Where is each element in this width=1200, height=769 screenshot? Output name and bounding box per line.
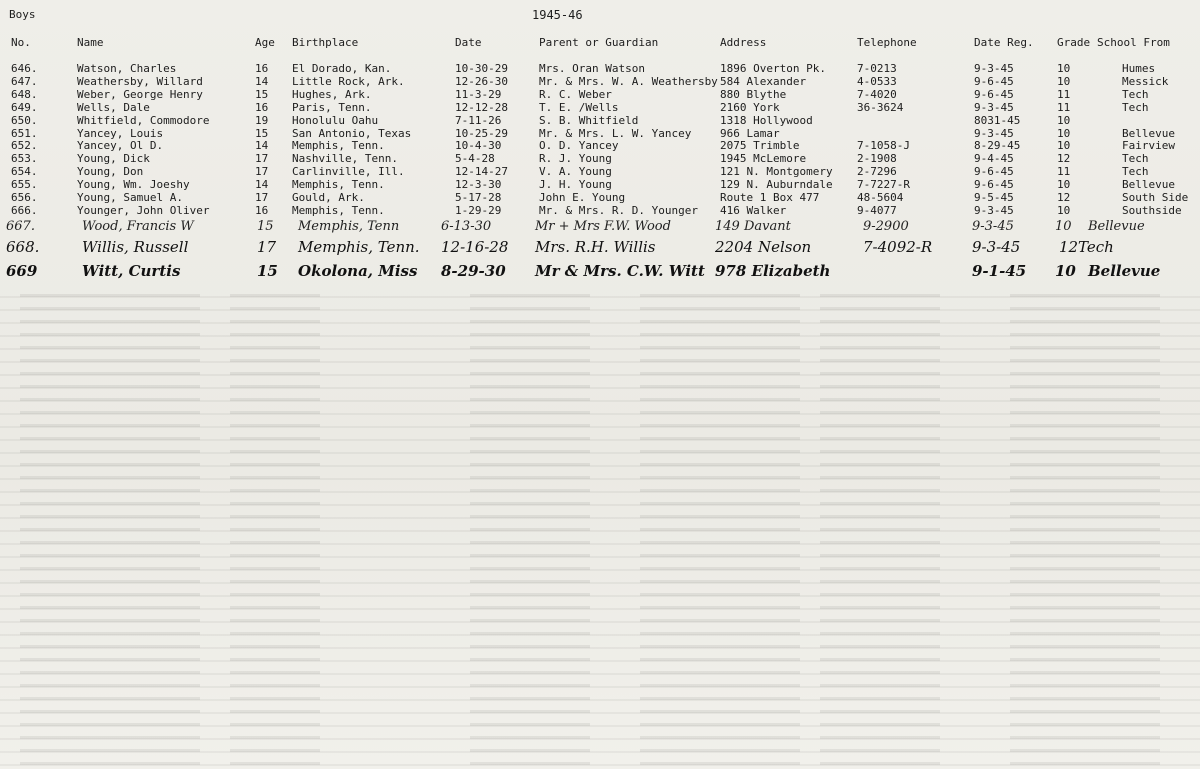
- cell-age: 14: [255, 178, 269, 192]
- cell-telephone: 9-2900: [863, 219, 909, 234]
- cell-grade: 11: [1057, 100, 1071, 114]
- cell-grade: 12: [1057, 152, 1071, 166]
- table-row: [0, 152, 1200, 165]
- cell-birthplace: Carlinville, Ill.: [292, 165, 405, 179]
- cell-birthplace: Okolona, Miss: [298, 262, 418, 280]
- cell-parent: Mr + Mrs F.W. Wood: [535, 219, 671, 234]
- handwritten-row: [0, 262, 1200, 282]
- cell-name: Wood, Francis W: [82, 219, 194, 234]
- cell-parent: Mrs. Oran Watson: [539, 62, 645, 75]
- cell-date: 8-29-30: [441, 262, 506, 280]
- cell-name: Weathersby, Willard: [77, 74, 203, 88]
- cell-address: 149 Davant: [715, 219, 791, 234]
- section-label: Boys: [9, 8, 36, 21]
- cell-school: Bellevue: [1088, 219, 1145, 234]
- col-header-grade: Grade: [1057, 36, 1091, 49]
- cell-address: Route 1 Box 477: [720, 191, 820, 204]
- cell-no: 647.: [11, 74, 38, 88]
- cell-name: Willis, Russell: [82, 238, 189, 256]
- cell-birthplace: Memphis, Tenn.: [292, 203, 385, 217]
- cell-birthplace: Memphis, Tenn.: [298, 238, 420, 256]
- cell-no: 654.: [11, 165, 38, 179]
- cell-name: Whitfield, Commodore: [77, 113, 210, 127]
- table-row: [0, 62, 1200, 75]
- col-header-date: Date: [455, 36, 482, 49]
- cell-grade: 10: [1057, 113, 1071, 127]
- cell-age: 16: [255, 62, 269, 75]
- cell-date-reg: 9-6-45: [974, 165, 1014, 179]
- cell-name: Young, Samuel A.: [77, 191, 183, 204]
- cell-grade: 10: [1057, 139, 1071, 153]
- cell-date-reg: 9-3-45: [974, 62, 1014, 75]
- cell-no: 655.: [11, 178, 38, 192]
- cell-school: Tech: [1122, 100, 1149, 114]
- cell-address: 121 N. Montgomery: [720, 165, 833, 179]
- cell-school: Bellevue: [1122, 126, 1175, 140]
- cell-telephone: 48-5604: [857, 191, 904, 204]
- cell-telephone: 7-1058-J: [857, 139, 910, 153]
- cell-telephone: 7-7227-R: [857, 178, 910, 192]
- cell-date-reg: 9-3-45: [972, 238, 1021, 256]
- cell-date: 11-3-29: [455, 87, 502, 101]
- cell-name: Watson, Charles: [77, 62, 177, 75]
- cell-telephone: 4-0533: [857, 74, 897, 88]
- col-header-parent: Parent or Guardian: [539, 36, 659, 49]
- cell-birthplace: Honolulu Oahu: [292, 113, 379, 127]
- col-header-telephone: Telephone: [857, 36, 917, 49]
- col-header-date-reg: Date Reg.: [974, 36, 1034, 49]
- bleed-through-column: [640, 285, 800, 769]
- cell-no: 648.: [11, 87, 38, 101]
- cell-address: 416 Walker: [720, 203, 787, 217]
- cell-no: 651.: [11, 126, 38, 140]
- cell-grade: 10: [1057, 126, 1071, 140]
- bleed-through-column: [820, 285, 940, 769]
- cell-age: 14: [255, 74, 269, 88]
- cell-date: 5-4-28: [455, 152, 495, 166]
- table-row: [0, 75, 1200, 88]
- cell-name: Witt, Curtis: [82, 262, 181, 280]
- cell-date: 12-3-30: [455, 178, 502, 192]
- cell-parent: V. A. Young: [539, 165, 612, 179]
- cell-address: 584 Alexander: [720, 74, 807, 88]
- cell-no: 649.: [11, 100, 38, 114]
- col-header-address: Address: [720, 36, 767, 49]
- table-row: [0, 114, 1200, 127]
- cell-school: Tech: [1122, 87, 1149, 101]
- table-row: [0, 101, 1200, 114]
- cell-age: 15: [255, 126, 269, 140]
- col-header-name: Name: [77, 36, 104, 49]
- cell-name: Wells, Dale: [77, 100, 150, 114]
- cell-no: 666.: [11, 203, 38, 217]
- cell-parent: Mr & Mrs. C.W. Witt: [535, 262, 705, 280]
- cell-name: Young, Don: [77, 165, 144, 179]
- cell-date-reg: 9-3-45: [974, 100, 1014, 114]
- cell-address: 1896 Overton Pk.: [720, 62, 826, 75]
- bleed-through-column: [230, 285, 320, 769]
- cell-date: 10-30-29: [455, 62, 508, 75]
- col-header-age: Age: [255, 36, 275, 49]
- cell-date-reg: 8-29-45: [974, 139, 1021, 153]
- cell-date-reg: 9-3-45: [974, 203, 1014, 217]
- cell-age: 17: [257, 238, 277, 256]
- cell-date-reg: 9-6-45: [974, 178, 1014, 192]
- cell-name: Weber, George Henry: [77, 87, 203, 101]
- col-header-birthplace: Birthplace: [292, 36, 359, 49]
- cell-date: 12-26-30: [455, 74, 508, 88]
- table-row: [0, 88, 1200, 101]
- cell-grade: 12: [1057, 191, 1071, 204]
- cell-address: 880 Blythe: [720, 87, 787, 101]
- cell-school: South Side: [1122, 191, 1189, 204]
- cell-address: 966 Lamar: [720, 126, 780, 140]
- cell-school: Tech: [1078, 238, 1114, 256]
- cell-birthplace: Little Rock, Ark.: [292, 74, 405, 88]
- cell-parent: John E. Young: [539, 191, 626, 204]
- cell-parent: R. J. Young: [539, 152, 612, 166]
- cell-date-reg: 9-1-45: [972, 262, 1027, 280]
- cell-school: Tech: [1122, 165, 1149, 179]
- bleed-through-column: [470, 285, 590, 769]
- cell-date: 7-11-26: [455, 113, 502, 127]
- cell-telephone: 7-4092-R: [863, 238, 933, 256]
- cell-date: 12-14-27: [455, 165, 508, 179]
- cell-telephone: 2-7296: [857, 165, 897, 179]
- cell-no: 652.: [11, 139, 38, 153]
- cell-address: 2204 Nelson: [715, 238, 812, 256]
- cell-grade: 10: [1057, 178, 1071, 192]
- cell-parent: S. B. Whitfield: [539, 113, 639, 127]
- cell-birthplace: Memphis, Tenn.: [292, 139, 385, 153]
- bleed-through-column: [20, 285, 200, 769]
- cell-date: 12-12-28: [455, 100, 508, 114]
- cell-date-reg: 9-5-45: [974, 191, 1014, 204]
- cell-school: Southside: [1122, 203, 1182, 217]
- cell-birthplace: Hughes, Ark.: [292, 87, 372, 101]
- table-row: [0, 165, 1200, 178]
- cell-grade: 10: [1057, 203, 1071, 217]
- cell-school: Bellevue: [1122, 178, 1175, 192]
- cell-parent: Mr. & Mrs. R. D. Younger: [539, 203, 698, 217]
- cell-grade: 10: [1057, 62, 1071, 75]
- cell-name: Young, Wm. Joeshy: [77, 178, 190, 192]
- cell-age: 16: [255, 100, 269, 114]
- cell-age: 15: [257, 219, 274, 234]
- handwritten-row: [0, 238, 1200, 258]
- cell-address: 1945 McLemore: [720, 152, 807, 166]
- cell-grade: 10: [1055, 219, 1072, 234]
- cell-name: Yancey, Ol D.: [77, 139, 164, 153]
- cell-no: 669: [6, 262, 38, 280]
- cell-date: 5-17-28: [455, 191, 502, 204]
- cell-date: 10-4-30: [455, 139, 502, 153]
- cell-grade: 11: [1057, 87, 1071, 101]
- cell-age: 16: [255, 203, 269, 217]
- cell-no: 656.: [11, 191, 38, 204]
- cell-name: Young, Dick: [77, 152, 150, 166]
- handwritten-row: [0, 219, 1200, 239]
- cell-birthplace: El Dorado, Kan.: [292, 62, 392, 75]
- cell-address: 978 Elizabeth: [715, 262, 831, 280]
- cell-telephone: 9-4077: [857, 203, 897, 217]
- table-row: [0, 127, 1200, 140]
- col-header-no: No.: [11, 36, 31, 49]
- cell-date-reg: 9-6-45: [974, 87, 1014, 101]
- cell-parent: R. C. Weber: [539, 87, 612, 101]
- cell-no: 653.: [11, 152, 38, 166]
- cell-address: 1318 Hollywood: [720, 113, 813, 127]
- cell-telephone: 7-0213: [857, 62, 897, 75]
- cell-date: 12-16-28: [441, 238, 509, 256]
- cell-grade: 10: [1055, 262, 1076, 280]
- table-row: [0, 139, 1200, 152]
- cell-address: 129 N. Auburndale: [720, 178, 833, 192]
- cell-school: Messick: [1122, 74, 1169, 88]
- cell-age: 15: [257, 262, 278, 280]
- cell-telephone: 2-1908: [857, 152, 897, 166]
- cell-age: 17: [255, 165, 269, 179]
- cell-address: 2160 York: [720, 100, 780, 114]
- cell-address: 2075 Trimble: [720, 139, 800, 153]
- cell-no: 667.: [6, 219, 35, 234]
- cell-telephone: 36-3624: [857, 100, 904, 114]
- school-year: 1945-46: [532, 8, 583, 22]
- table-row: [0, 191, 1200, 204]
- cell-parent: J. H. Young: [539, 178, 612, 192]
- cell-school: Tech: [1122, 152, 1149, 166]
- cell-birthplace: Nashville, Tenn.: [292, 152, 398, 166]
- cell-date-reg: 9-3-45: [974, 126, 1014, 140]
- cell-date: 6-13-30: [441, 219, 492, 234]
- cell-school: Bellevue: [1088, 262, 1161, 280]
- cell-date-reg: 9-4-45: [974, 152, 1014, 166]
- cell-name: Yancey, Louis: [77, 126, 164, 140]
- cell-school: Humes: [1122, 62, 1156, 75]
- col-header-school-from: School From: [1097, 36, 1170, 49]
- cell-birthplace: San Antonio, Texas: [292, 126, 412, 140]
- cell-name: Younger, John Oliver: [77, 203, 210, 217]
- cell-date-reg: 9-6-45: [974, 74, 1014, 88]
- cell-telephone: 7-4020: [857, 87, 897, 101]
- cell-no: 668.: [6, 238, 40, 256]
- cell-parent: O. D. Yancey: [539, 139, 619, 153]
- cell-parent: Mrs. R.H. Willis: [535, 238, 656, 256]
- cell-parent: Mr. & Mrs. L. W. Yancey: [539, 126, 692, 140]
- bleed-through-column: [1010, 285, 1160, 769]
- cell-age: 14: [255, 139, 269, 153]
- cell-grade: 10: [1057, 74, 1071, 88]
- cell-age: 15: [255, 87, 269, 101]
- cell-birthplace: Paris, Tenn.: [292, 100, 372, 114]
- cell-school: Fairview: [1122, 139, 1175, 153]
- cell-no: 646.: [11, 62, 38, 75]
- cell-date-reg: 9-3-45: [972, 219, 1014, 234]
- cell-birthplace: Gould, Ark.: [292, 191, 365, 204]
- cell-parent: T. E. /Wells: [539, 100, 619, 114]
- cell-parent: Mr. & Mrs. W. A. Weathersby: [539, 74, 718, 88]
- cell-age: 17: [255, 152, 269, 166]
- cell-age: 19: [255, 113, 269, 127]
- cell-grade: 11: [1057, 165, 1071, 179]
- cell-no: 650.: [11, 113, 38, 127]
- table-row: [0, 178, 1200, 191]
- cell-date: 10-25-29: [455, 126, 508, 140]
- cell-grade: 12: [1059, 238, 1079, 256]
- cell-date-reg: 8031-45: [974, 113, 1021, 127]
- cell-date: 1-29-29: [455, 203, 502, 217]
- cell-age: 17: [255, 191, 269, 204]
- table-row: [0, 204, 1200, 217]
- cell-birthplace: Memphis, Tenn.: [292, 178, 385, 192]
- cell-birthplace: Memphis, Tenn: [298, 219, 400, 234]
